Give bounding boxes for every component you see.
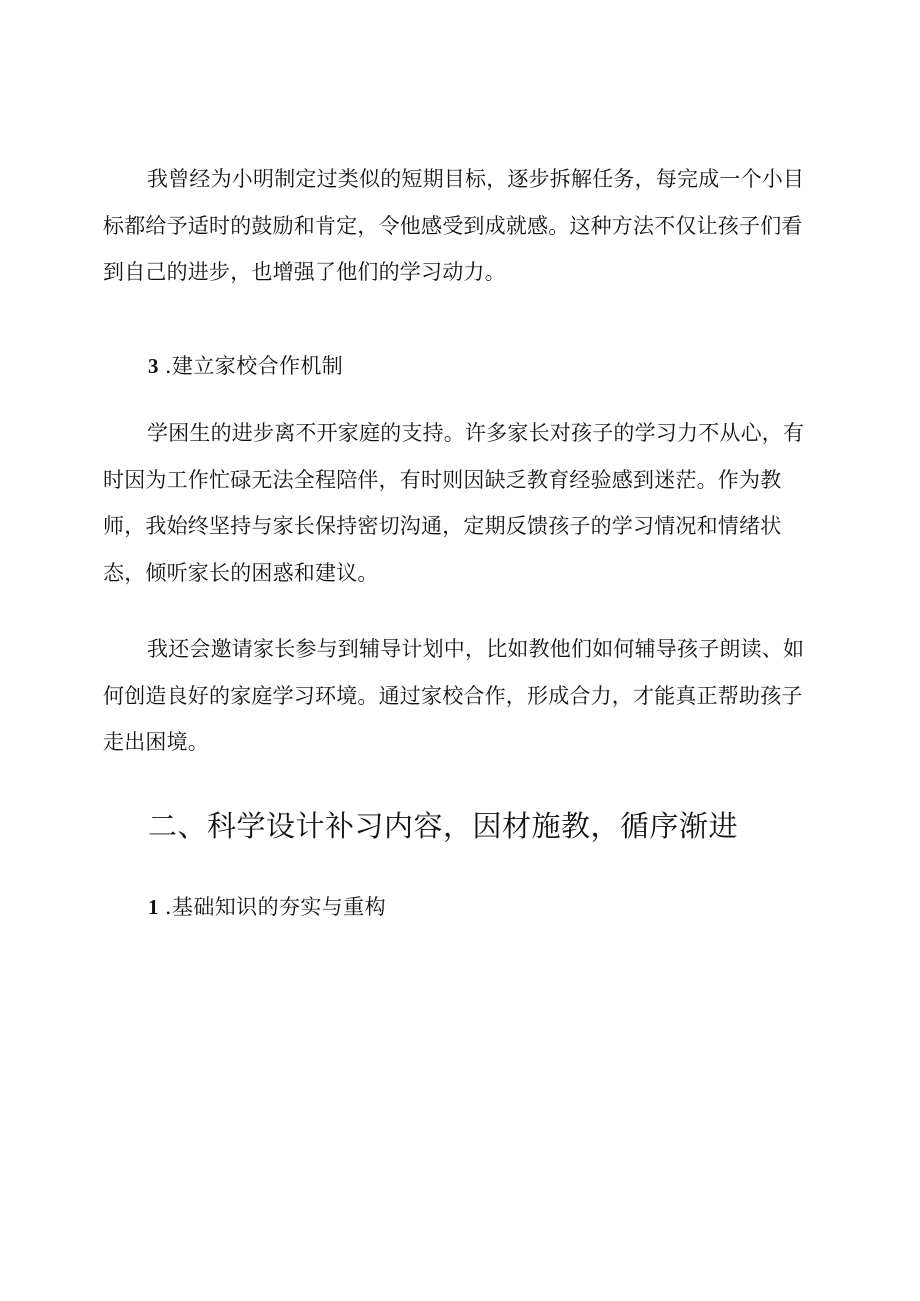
subheading-text: .建立家校合作机制 (164, 354, 344, 378)
paragraph-parent-participation (103, 626, 823, 766)
paragraph-text: 学困生的进步离不开家庭的支持。许多家长对孩子的学习力不从心，有时因为工作忙碌无法全程陪伴，有时则因缺乏教育经验感到迷茫。作为教师，我始终坚持与家长保持密切沟通，定期反馈孩子的学习情况和情绪状态，倾听家长的困惑和建议。 (103, 421, 805, 585)
section-heading: 二、科学设计补习内容，因材施教，循序渐进 (148, 809, 739, 843)
subheading-number: 1 (148, 895, 159, 919)
paragraph-text: 我曾经为小明制定过类似的短期目标，逐步拆解任务，每完成一个小目标都给予适时的鼓励和肯定，令他感受到成就感。这种方法不仅让孩子们看到自己的进步，也增强了他们的学习动力。 (103, 167, 805, 284)
subheading-basic-knowledge (148, 892, 386, 922)
paragraph-family-support (103, 410, 823, 596)
subheading-home-school-cooperation (148, 351, 343, 381)
subheading-text: .基础知识的夯实与重构 (164, 895, 386, 919)
paragraph-text: 我还会邀请家长参与到辅导计划中，比如教他们如何辅导孩子朗读、如何创造良好的家庭学习环境。通过家校合作，形成合力，才能真正帮助孩子走出困境。 (103, 637, 805, 754)
subheading-number: 3 (148, 354, 159, 378)
paragraph-short-term-goals (103, 156, 823, 296)
